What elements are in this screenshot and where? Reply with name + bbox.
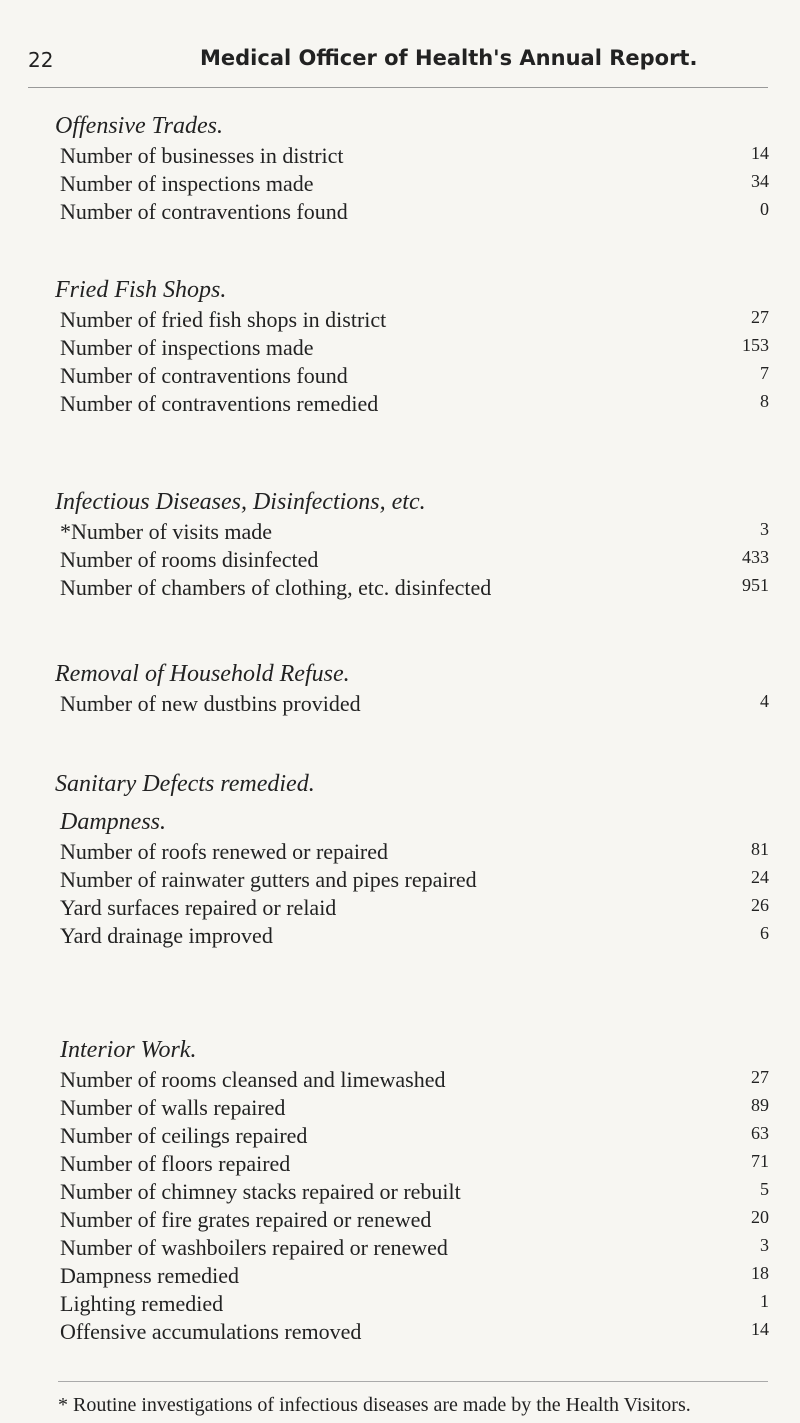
row-label: Yard surfaces repaired or relaid (60, 895, 337, 920)
row-label: *Number of visits made (60, 519, 273, 544)
table-row (60, 1178, 775, 1206)
table-row (60, 838, 775, 866)
section-title: Infectious Diseases, Disinfections, etc. (55, 489, 426, 515)
table-row (60, 922, 775, 950)
section-title: Fried Fish Shops. (55, 277, 227, 303)
table-row (60, 1150, 775, 1178)
table-row (60, 1066, 775, 1094)
subsection-title: Dampness. (60, 809, 166, 835)
row-value: 433 (742, 547, 769, 567)
row-label: Number of fire grates repaired or renewed (60, 1207, 432, 1232)
row-value: 7 (760, 363, 769, 383)
section-interior-work (55, 1034, 775, 1346)
row-label: Offensive accumulations removed (60, 1319, 362, 1344)
section-title: Removal of Household Refuse. (55, 661, 350, 687)
running-title: Medical Officer of Health's Annual Report. (200, 46, 698, 70)
table-row (60, 1290, 775, 1318)
row-label: Number of floors repaired (60, 1151, 291, 1176)
row-value: 8 (760, 391, 769, 411)
row-value: 1 (760, 1291, 769, 1311)
table-row (60, 170, 775, 198)
section-offensive-trades (55, 110, 775, 226)
page-number: 22 (28, 48, 54, 72)
table-row (60, 390, 775, 418)
row-label: Number of contraventions remedied (60, 391, 379, 416)
subsection-title: Interior Work. (60, 1037, 197, 1063)
section-household-refuse (55, 658, 775, 718)
section-title: Sanitary Defects remedied. (55, 771, 315, 797)
row-label: Dampness remedied (60, 1263, 239, 1288)
row-label: Number of walls repaired (60, 1095, 286, 1120)
page-header (28, 48, 768, 78)
row-label: Number of roofs renewed or repaired (60, 839, 389, 864)
row-label: Number of businesses in district (60, 143, 344, 168)
row-label: Number of contraventions found (60, 199, 348, 224)
row-value: 3 (760, 1235, 769, 1255)
table-row (60, 362, 775, 390)
footnote-rule (58, 1381, 768, 1382)
table-row (60, 518, 775, 546)
table-row (60, 1206, 775, 1234)
row-label: Number of contraventions found (60, 363, 348, 388)
row-label: Number of inspections made (60, 171, 314, 196)
row-value: 24 (751, 867, 769, 887)
table-row (60, 1094, 775, 1122)
footnote: * Routine investigations of infectious diseases are made by the Health Visitors. (58, 1394, 691, 1416)
row-label: Lighting remedied (60, 1291, 224, 1316)
row-value: 27 (751, 307, 769, 327)
table-row (60, 1262, 775, 1290)
table-row (60, 1234, 775, 1262)
row-value: 4 (760, 691, 769, 711)
table-row (60, 306, 775, 334)
row-label: Yard drainage improved (60, 923, 273, 948)
row-value: 14 (751, 1319, 769, 1339)
section-fried-fish (55, 274, 775, 418)
row-value: 27 (751, 1067, 769, 1087)
table-row (60, 866, 775, 894)
row-label: Number of chambers of clothing, etc. disinfected (60, 575, 492, 600)
row-value: 6 (760, 923, 769, 943)
table-row (60, 142, 775, 170)
table-row (60, 334, 775, 362)
table-row (60, 894, 775, 922)
row-value: 26 (751, 895, 769, 915)
row-value: 3 (760, 519, 769, 539)
row-label: Number of washboilers repaired or renewed (60, 1235, 448, 1260)
row-value: 71 (751, 1151, 769, 1171)
row-label: Number of chimney stacks repaired or rebuilt (60, 1179, 461, 1204)
row-value: 34 (751, 171, 769, 191)
table-row (60, 1122, 775, 1150)
row-label: Number of rooms cleansed and limewashed (60, 1067, 446, 1092)
row-value: 0 (760, 199, 769, 219)
row-label: Number of rooms disinfected (60, 547, 319, 572)
row-label: Number of fried fish shops in district (60, 307, 387, 332)
row-label: Number of new dustbins provided (60, 691, 361, 716)
row-label: Number of inspections made (60, 335, 314, 360)
section-sanitary-defects (55, 768, 775, 950)
row-value: 81 (751, 839, 769, 859)
section-infectious-diseases (55, 486, 775, 602)
row-value: 153 (742, 335, 769, 355)
header-rule (28, 87, 768, 88)
row-label: Number of ceilings repaired (60, 1123, 308, 1148)
row-value: 18 (751, 1263, 769, 1283)
table-row (60, 574, 775, 602)
table-row (60, 198, 775, 226)
row-value: 14 (751, 143, 769, 163)
row-value: 951 (742, 575, 769, 595)
section-title: Offensive Trades. (55, 113, 223, 139)
row-value: 89 (751, 1095, 769, 1115)
row-value: 5 (760, 1179, 769, 1199)
table-row (60, 690, 775, 718)
row-value: 20 (751, 1207, 769, 1227)
table-row (60, 1318, 775, 1346)
row-value: 63 (751, 1123, 769, 1143)
table-row (60, 546, 775, 574)
row-label: Number of rainwater gutters and pipes repaired (60, 867, 477, 892)
